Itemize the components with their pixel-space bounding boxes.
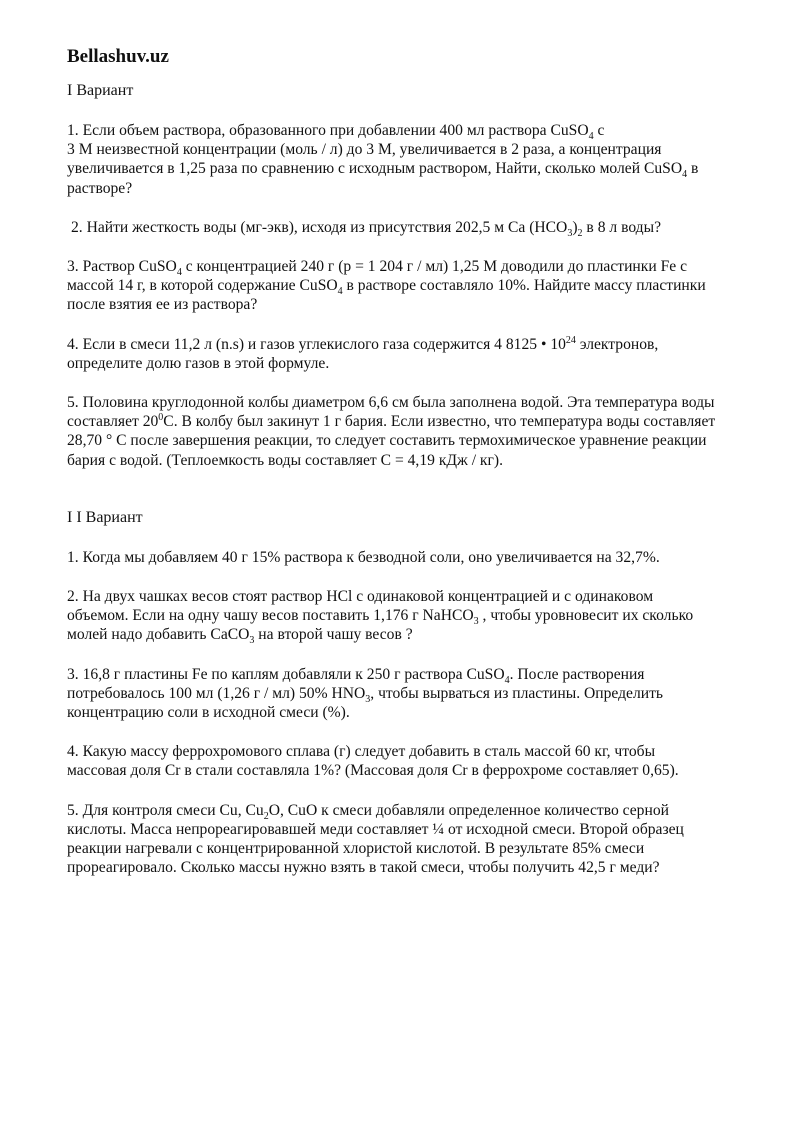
problem-line <box>67 412 760 431</box>
problem-line: растворе? <box>67 179 133 197</box>
variant-2-heading: I I Вариант <box>67 508 143 526</box>
text: потребовалось 100 мл (1,26 г / мл) 50% HNO <box>67 684 366 702</box>
text: составляет 20 <box>67 413 159 431</box>
text: массой 14 г, в которой содержание CuSO <box>67 277 338 295</box>
problem-line: концентрацию соли в исходной смеси (%). <box>67 704 350 722</box>
subscript: 2 <box>577 227 583 239</box>
problem-line: определите долю газов в этой формуле. <box>67 354 330 372</box>
problem-line <box>67 335 760 354</box>
text: 3. Раствор CuSO <box>67 258 177 276</box>
problem-line: массовая доля Cr в стали составляла 1%? (Массовая доля Cr в феррохроме составляет 0,65). <box>67 762 679 780</box>
problem-line: 4. Какую массу феррохромового сплава (г) следует добавить в сталь массой 60 кг, чтобы <box>67 743 656 761</box>
text: увеличивается в 1,25 раза по сравнению с исходным раствором, Найти, сколько молей CuSO <box>67 160 683 178</box>
variant-1-problem-1 <box>67 121 760 198</box>
text: , чтобы вырваться из пластины. Определить <box>370 684 664 702</box>
text: объемом. Если на одну чашу весов поставить 1,176 г NaHCO <box>67 607 474 625</box>
subscript: 4 <box>504 674 510 686</box>
text: в <box>687 160 699 178</box>
text: молей надо добавить CaCO <box>67 626 250 644</box>
problem-line <box>67 257 760 279</box>
problem-line <box>67 665 760 684</box>
variant-2-problem-2 <box>67 587 760 645</box>
variant-2-problem-4 <box>67 742 760 780</box>
variant-1-problem-4 <box>67 335 760 373</box>
problem-line: кислоты. Масса непрореагировавшей меди составляет ¼ от исходной смеси. Второй образец <box>67 820 684 838</box>
problem-line <box>67 159 760 181</box>
subscript: 3 <box>473 616 479 628</box>
text: с концентрацией 240 г (p = 1 204 г / мл) 1,25 М доводили до пластинки Fe с <box>181 258 687 276</box>
problem-line: 1. Когда мы добавляем 40 г 15% раствора к безводной соли, оно увеличивается на 32,7%. <box>67 548 660 566</box>
problem-line: 2. На двух чашках весов стоят раствор HCl с одинаковой концентрацией и с одинаковом <box>67 588 654 606</box>
text: 3. 16,8 г пластины Fe по каплям добавляли к 250 г раствора CuSO <box>67 665 505 683</box>
problem-line: 3 М неизвестной концентрации (моль / л) до 3 М, увеличивается в 2 раза, а концентрация <box>67 141 662 159</box>
variant-1-problem-3 <box>67 257 760 315</box>
text: 4. Если в смеси 11,2 л (n.s) и газов углекислого газа содержится 4 8125 • 10 <box>67 335 566 353</box>
variant-1-problem-5 <box>67 393 760 470</box>
text: ) <box>572 218 578 236</box>
variant-2-problem-5 <box>67 801 760 878</box>
problem-line <box>67 606 760 628</box>
problem-line <box>67 276 760 298</box>
text: на второй чашу весов ? <box>254 626 413 644</box>
problem-line: бария с водой. (Теплоемкость воды составляет С = 4,19 кДж / кг). <box>67 451 503 469</box>
subscript: 3 <box>365 693 371 705</box>
text: электронов, <box>575 335 659 353</box>
problem-line <box>67 121 760 143</box>
text: . После растворения <box>509 665 645 683</box>
problem-line: после взятия ее из раствора? <box>67 296 258 314</box>
site-title: Bellashuv.uz <box>67 46 169 67</box>
text: 5. Для контроля смеси Cu, Cu <box>67 801 264 819</box>
text: , чтобы уровновесит их сколько <box>478 607 694 625</box>
problem-line <box>67 625 760 647</box>
subscript: 3 <box>567 227 573 239</box>
text: С. В колбу был закинут 1 г бария. Если известно, что температура воды составляет <box>163 413 716 431</box>
superscript: 24 <box>565 334 576 346</box>
problem-line: прореагировало. Сколько массы нужно взять в такой смеси, чтобы получить 42,5 г меди? <box>67 859 660 877</box>
text: 1. Если объем раствора, образованного при добавлении 400 мл раствора CuSO <box>67 122 589 139</box>
subscript: 4 <box>337 286 343 298</box>
text: 2. Найти жесткость воды (мг-экв), исходя из присутствия 202,5 м Ca (HCO <box>71 218 568 236</box>
problem-line <box>67 801 760 820</box>
text: в растворе составляло 10%. Найдите массу пластинки <box>342 277 706 295</box>
subscript: 2 <box>263 810 269 822</box>
subscript: 4 <box>682 169 688 181</box>
subscript: 4 <box>176 267 182 279</box>
text: O, CuO к смеси добавляли определенное количество серной <box>268 801 669 819</box>
text: с <box>593 122 605 139</box>
subscript: 3 <box>249 635 255 647</box>
problem-line: 5. Половина круглодонной колбы диаметром 6,6 см была заполнена водой. Эта температура воды <box>67 394 715 412</box>
problem-line: 28,70 ° С после завершения реакции, то следует составить термохимическое уравнение реакции <box>67 432 707 450</box>
problem-line <box>71 218 760 237</box>
variant-1-problem-2 <box>67 218 760 237</box>
variant-2-problem-1 <box>67 548 760 567</box>
variant-1-heading: I Вариант <box>67 82 134 99</box>
problem-line: реакции нагревали с концентрированной хлористой кислотой. В результате 85% смеси <box>67 840 645 858</box>
superscript: 0 <box>158 412 164 424</box>
variant-2-problem-3 <box>67 665 760 723</box>
subscript: 4 <box>588 131 594 143</box>
text: в 8 л воды? <box>582 218 662 236</box>
problem-line <box>67 684 760 703</box>
